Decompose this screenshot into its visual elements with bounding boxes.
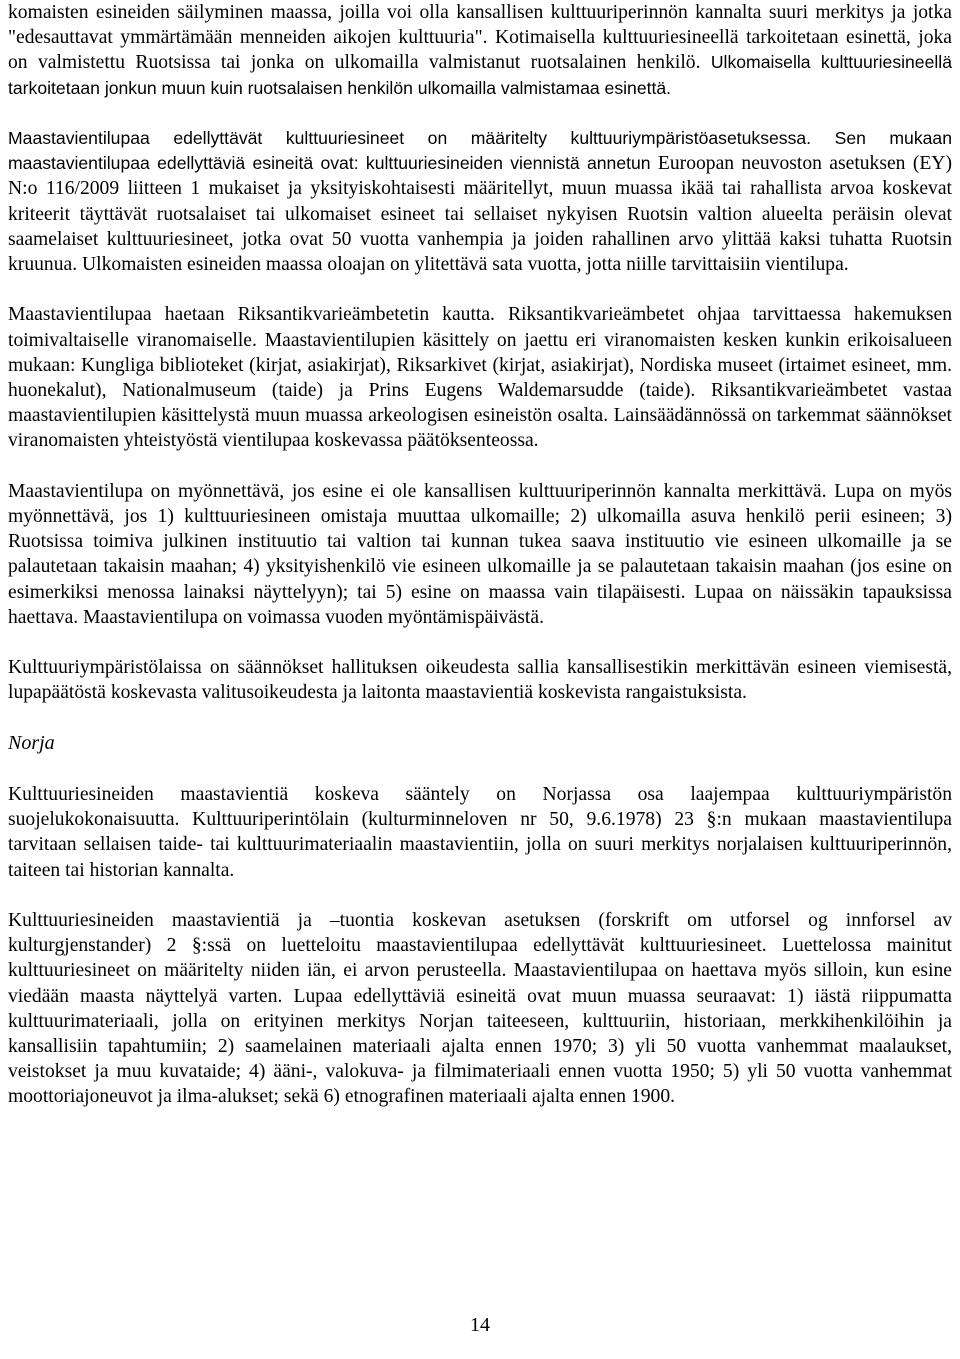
- paragraph-application-process: Maastavientilupaa haetaan Riksantikvarieämbetetin kautta. Riksantikvarieämbetet ohjaa tarvittaessa hakemuksen toimivaltaiselle viranomaiselle. Maastavientilupien käsittely on jaettu eri viranomaisten kesken kunkin erikoisalueen mukaan: Kungliga biblioteket (kirjat, asiakirjat), Riksarkivet (kirjat, asiakirjat), Nordiska museet (irtaimet esineet, mm. huonekalut), Nationalmuseum (taide) ja Prins Eugens Waldemarsudde (taide). Riksantikvarieämbetet vastaa maastavientilupien käsittelystä muun muassa arkeologisen esineistön osalta. Lainsäädännössä on tarkemmat säännökset viranomaisten yhteistyöstä vientilupaa koskevassa päätöksenteossa.: [8, 304, 952, 452]
- paragraph-text: Euroopan neuvoston asetuksen (EY) N:o 116/2009 liitteen 1 mukaiset ja yksityiskohtaisesti määritellyt, muun muassa ikää tai rahallista arvoa koskevat kriteerit täyttävät ruotsalaiset tai ulkomaiset esineet tai sellaiset nykyisen Ruotsin valtion alueelta peräisin olevat saamelaiset kulttuuriesineet, jotka ovat 50 vuotta vanhempia ja joiden rahallinen arvo ylittää kaksi tuhatta Ruotsin kruunua. Ulkomaisten esineiden maassa oloajan on ylitettävä sata vuotta, jotta niille tarvittaisiin vientilupa.: [8, 153, 952, 276]
- section-heading-norja: Norja: [8, 731, 55, 754]
- paragraph-text: komaisten esineiden säilyminen maassa, joilla voi olla kansallisen kulttuuriperinnön kannalta suuri merkitys ja jotka "edesauttavat ymmärtämään menneiden aikojen kulttuuria". Kotimaisella kulttuuriesineellä tarkoitetaan esinettä, joka on valmistettu Ruotsissa tai jonka on ulkomailla valmistanut ruotsalainen henkilö.: [8, 2, 952, 74]
- page-number: 14: [470, 1314, 490, 1336]
- paragraph-license-granting: Maastavientilupa on myönnettävä, jos esine ei ole kansallisen kulttuuriperinnön kannalta merkittävä. Lupa on myös myönnettävä, jos 1) kulttuuriesineen omistaja muuttaa ulkomaille; 2) ulkomailla asuva henkilö perii esineen; 3) Ruotsissa toimiva julkinen instituutio tai valtion tai kunnan tukea saava instituutio vie esineen ulkomaille ja se palautetaan takaisin maahan; 4) yksityishenkilö vie esineen ulkomaille ja se palautetaan takaisin maahan (jos esine on esimerkiksi menossa lainaksi näyttelyyn); tai 5) esine on maassa vain tilapäisesti. Lupaa on näissäkin tapauksissa haettava. Maastavientilupa on voimassa vuoden myöntämispäivästä.: [8, 480, 952, 628]
- paragraph-export-license-items: [8, 126, 952, 277]
- paragraph-regulations: Kulttuuriympäristölaissa on säännökset hallituksen oikeudesta sallia kansallisestikin merkittävän esineen viemisestä, lupapäätöstä koskevasta valitusoikeudesta ja laitonta maastavientiä koskevista rangaistuksista.: [8, 657, 952, 704]
- paragraph-norway-list: Kulttuuriesineiden maastavientiä ja –tuontia koskevan asetuksen (forskrift om utforsel og innforsel av kulturgjenstander) 2 §:ssä on luetteloitu maastavientilupaa edellyttävät kulttuuriesineet. Luettelossa mainitut kulttuuriesineet on määritelty niiden iän, ei arvon perusteella. Maastavientilupaa on haettava myös silloin, kun esine viedään maasta näyttelyä varten. Lupaa edellyttäviä esineitä ovat muun muassa seuraavat: 1) iästä riippumatta kulttuurimateriaali, jolla on erityinen merkitys Norjan taiteeseen, kulttuuriin, historiaan, merkkihenkilöihin ja kansallisiin tapahtumiin; 2) saamelainen materiaali ajalta ennen 1970; 3) yli 50 vuotta vanhemmat maalaukset, veistokset ja muu kuvataide; 4) ääni-, valokuva- ja filmimateriaali ennen vuotta 1950; 5) yli 50 vuotta vanhemmat moottoriajoneuvot ja ilma-alukset; sekä 6) etnografinen materiaali ajalta ennen 1900.: [8, 910, 952, 1108]
- document-page: [8, 0, 952, 1135]
- paragraph-norway-regulation: Kulttuuriesineiden maastavientiä koskeva sääntely on Norjassa osa laajempaa kulttuuriympäristön suojelukokonaisuutta. Kulttuuriperintölain (kulturminneloven nr 50, 9.6.1978) 23 §:n mukaan maastavientilupa tarvitaan sellaisen taide- tai kulttuurimateriaalin maastavientiin, jolla on suuri merkitys norjalaisen kulttuuriperinnön, taiteen tai historian kannalta.: [8, 784, 952, 881]
- paragraph-sweden-definitions: [8, 0, 952, 101]
- paragraph-text-sans: Maastavientilupaa edellyttävät kulttuuriesineet on määritelty kulttuuriympäristöasetuksessa. Sen mukaan maastavientilupaa edellyttäviä esineitä ovat: kulttuuriesineiden viennistä annetun: [8, 128, 952, 174]
- paragraph-text-sans: Ulkomaisella kulttuuriesineellä tarkoitetaan jonkun muun kuin ruotsalaisen henkilön ulkomailla valmistamaa esinettä.: [8, 52, 952, 98]
